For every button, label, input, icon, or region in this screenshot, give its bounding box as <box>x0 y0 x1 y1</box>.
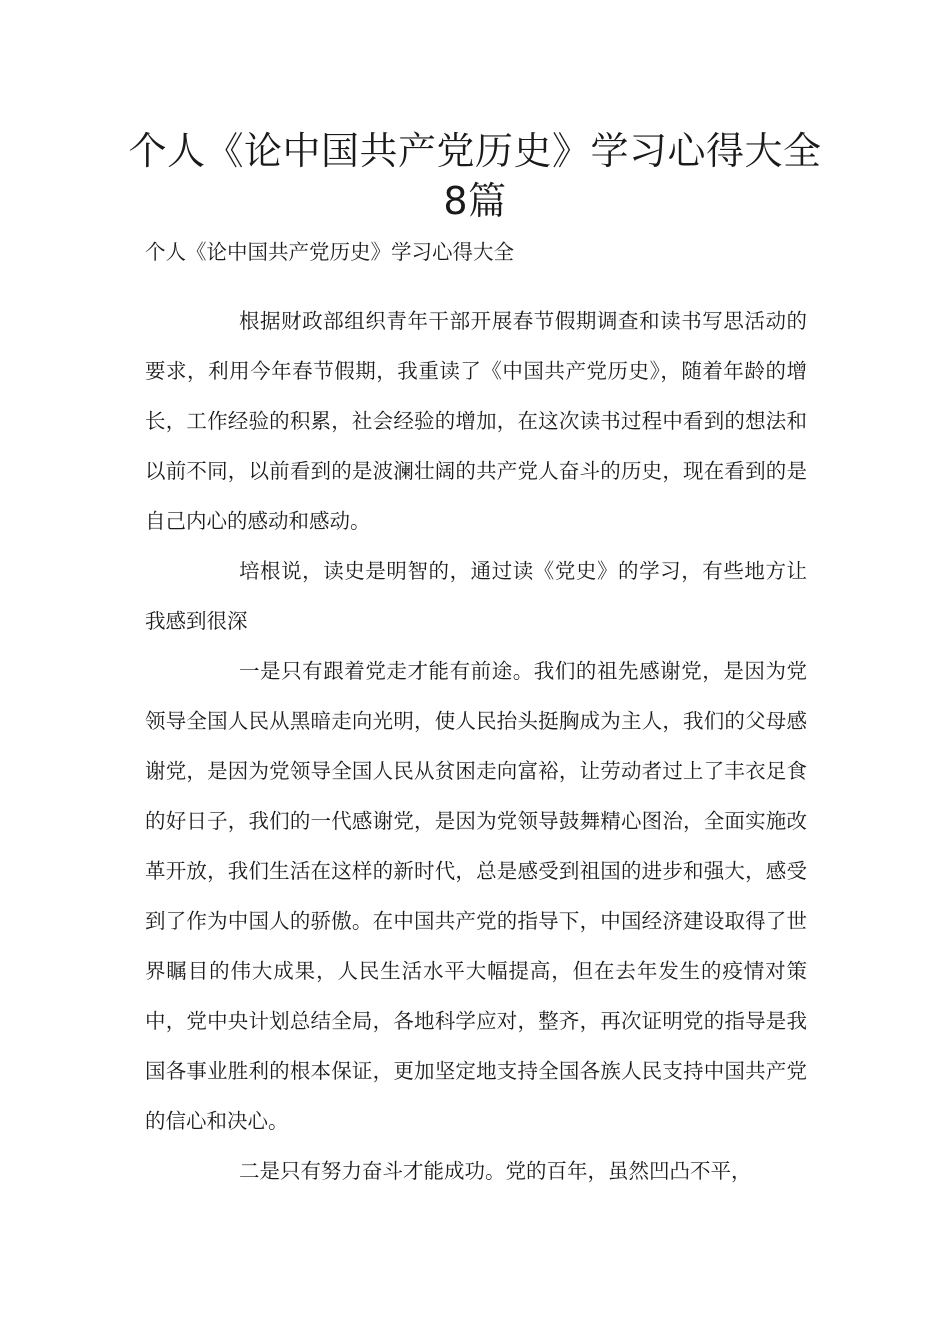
paragraph: 培根说，读史是明智的，通过读《党史》的学习，有些地方让我感到很深 <box>145 559 807 633</box>
document-body <box>145 234 807 1196</box>
document-subtitle: 个人《论中国共产党历史》学习心得大全 <box>145 240 514 264</box>
document-title: 个人《论中国共产党历史》学习心得大全8篇 <box>128 129 822 223</box>
paragraph: 二是只有努力奋斗才能成功。党的百年，虽然凹凸不平， <box>239 1159 752 1183</box>
paragraph: 根据财政部组织青年干部开展春节假期调查和读书写思活动的要求，利用今年春节假期，我重读了《中国共产党历史》，随着年龄的增长，工作经验的积累，社会经验的增加，在这次读书过程中看到的想法和以前不同，以前看到的是波澜壮阔的共产党人奋斗的历史，现在看到的是自己内心的感动和感动。 <box>145 309 807 533</box>
paragraph: 一是只有跟着党走才能有前途。我们的祖先感谢党，是因为党领导全国人民从黑暗走向光明，使人民抬头挺胸成为主人，我们的父母感谢党，是因为党领导全国人民从贫困走向富裕，让劳动者过上了丰衣足食的好日子，我们的一代感谢党，是因为党领导鼓舞精心图治，全面实施改革开放，我们生活在这样的新时代，总是感受到祖国的进步和强大，感受到了作为中国人的骄傲。在中国共产党的指导下，中国经济建设取得了世界瞩目的伟大成果，人民生活水平大幅提高，但在去年发生的疫情对策中，党中央计划总结全局，各地科学应对，整齐，再次证明党的指导是我国各事业胜利的根本保证，更加坚定地支持全国各族人民支持中国共产党的信心和决心。 <box>145 659 807 1133</box>
